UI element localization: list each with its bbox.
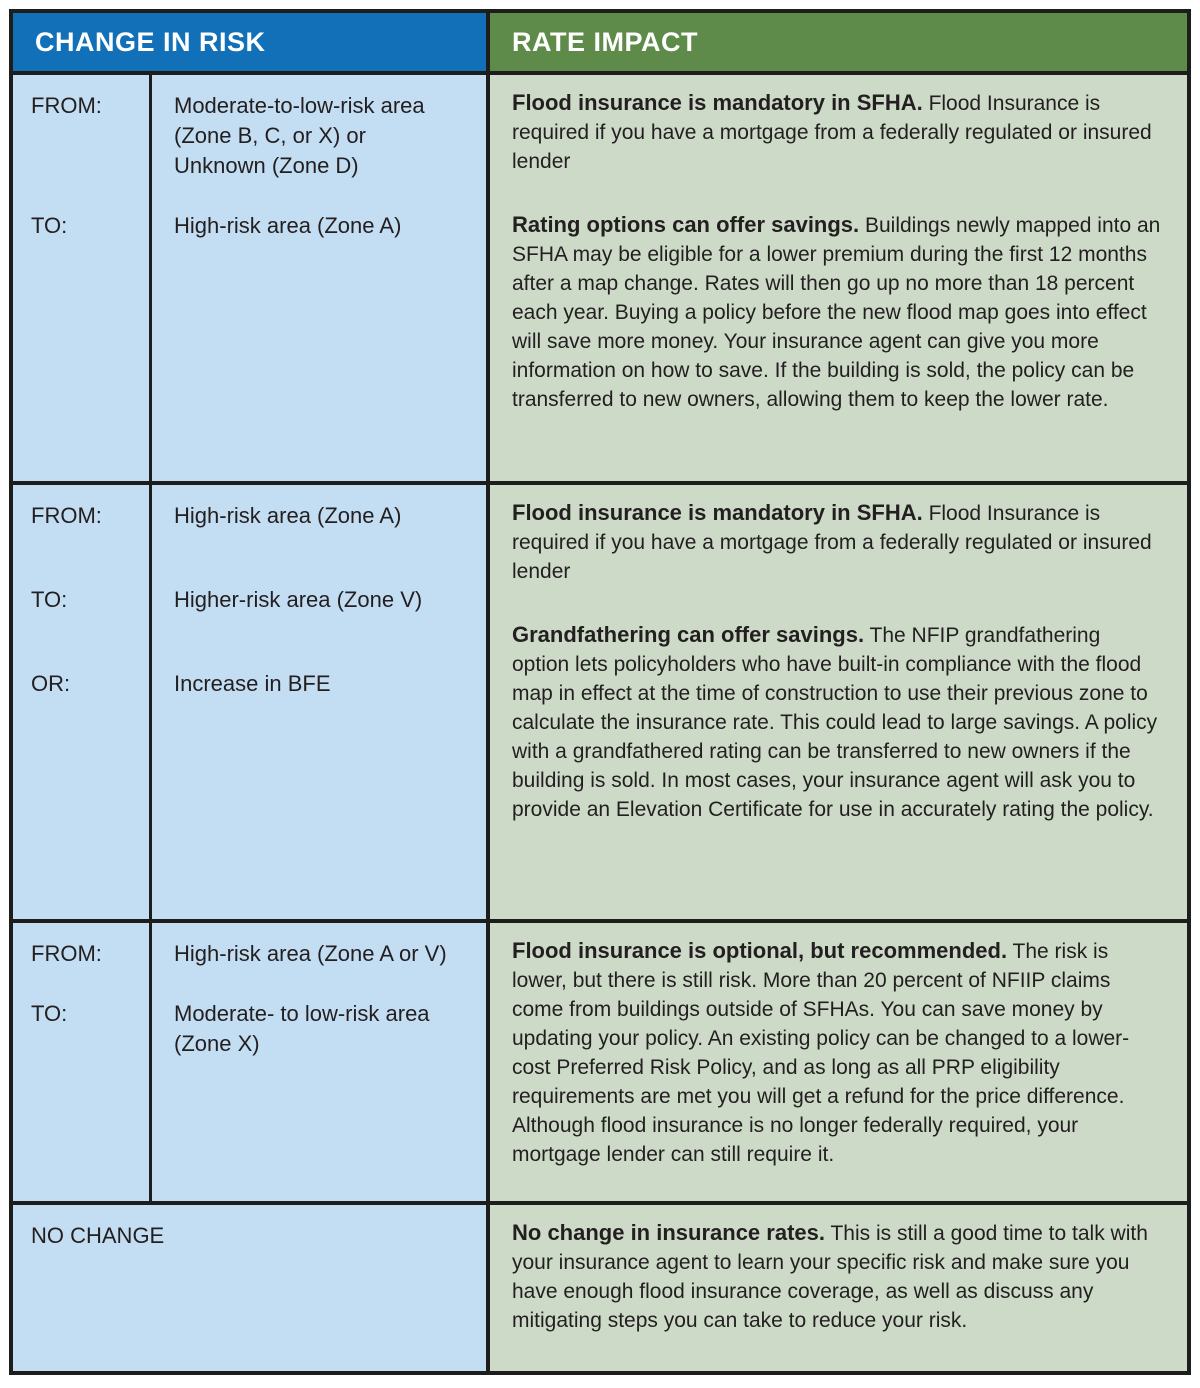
table-row (13, 71, 1187, 481)
rate-impact-paragraph (512, 210, 1163, 414)
rate-impact-body: The risk is lower, but there is still risk. More than 20 percent of NFIIP claims come from buildings outside of SFHAs. You can save money by updating your policy. An existing policy can be changed to a lower-cost Preferred Risk Policy, and as long as all PRP eligibility requirements are met you will get a refund for the price difference. Although flood insurance is no longer federally required, your mortgage lender can still require it. (512, 940, 1130, 1166)
risk-change-entry (13, 669, 486, 699)
rate-impact-headline: Rating options can offer savings. (512, 212, 860, 237)
risk-change-description: High-risk area (Zone A) (174, 503, 402, 528)
table-row (13, 1201, 1187, 1371)
rate-impact-headline: Flood insurance is mandatory in SFHA. (512, 500, 923, 525)
change-in-risk-cell (13, 485, 486, 919)
risk-change-entry (13, 501, 486, 531)
column-header-rate-impact: RATE IMPACT (486, 13, 1187, 71)
risk-change-entry (13, 999, 486, 1059)
risk-change-description: Moderate-to-low-risk area (Zone B, C, or X) or Unknown (Zone D) (174, 93, 425, 178)
risk-change-description: Moderate- to low-risk area (Zone X) (174, 1001, 430, 1056)
risk-rate-table (9, 9, 1191, 1375)
risk-change-description: High-risk area (Zone A or V) (174, 941, 447, 966)
rate-impact-body: Flood Insurance is required if you have a mortgage from a federally regulated or insured lender (512, 92, 1152, 173)
change-in-risk-cell (13, 75, 486, 481)
rate-impact-headline: No change in insurance rates. (512, 1220, 825, 1245)
risk-change-label: TO: (31, 587, 68, 612)
risk-change-label: OR: (31, 671, 71, 696)
table-header-row (13, 13, 1187, 71)
rate-impact-cell (486, 75, 1187, 481)
rate-impact-body: The NFIP grandfathering option lets policyholders who have built-in compliance with the flood map in effect at the time of construction to use their previous zone to calculate the insurance rate. This could lead to large savings. A policy with a grandfathered rating can be transferred to new owners if the building is sold. In most cases, your insurance agent will ask you to provide an Elevation Certificate for use in accurately rating the policy. (512, 624, 1158, 821)
risk-change-entry (13, 585, 486, 615)
risk-change-entry (13, 939, 486, 969)
risk-change-label: TO: (31, 1001, 68, 1026)
rate-impact-body: Flood Insurance is required if you have a mortgage from a federally regulated or insured lender (512, 502, 1152, 583)
risk-change-label: TO: (31, 213, 68, 238)
rate-impact-headline: Flood insurance is mandatory in SFHA. (512, 90, 923, 115)
rate-impact-paragraph (512, 936, 1163, 1169)
column-header-change-in-risk: CHANGE IN RISK (13, 13, 486, 71)
risk-change-entry (13, 211, 486, 241)
rate-impact-cell (486, 485, 1187, 919)
rate-impact-paragraph (512, 1218, 1163, 1335)
risk-change-description: Increase in BFE (174, 671, 331, 696)
change-in-risk-cell (13, 1205, 486, 1371)
no-change-label: NO CHANGE (31, 1223, 165, 1248)
rate-impact-paragraph (512, 498, 1163, 586)
rate-impact-paragraph (512, 88, 1163, 176)
change-in-risk-cell (13, 923, 486, 1201)
rate-impact-body: This is still a good time to talk with your insurance agent to learn your specific risk and make sure you have enough flood insurance coverage, as well as discuss any mitigating steps you can take to reduce your risk. (512, 1222, 1148, 1332)
risk-change-label: FROM: (31, 93, 102, 118)
rate-impact-paragraph (512, 620, 1163, 824)
table-row (13, 919, 1187, 1201)
risk-change-label: FROM: (31, 503, 102, 528)
rate-impact-headline: Grandfathering can offer savings. (512, 622, 865, 647)
risk-change-description: Higher-risk area (Zone V) (174, 587, 423, 612)
rate-impact-body: Buildings newly mapped into an SFHA may be eligible for a lower premium during the first 12 months after a map change. Rates will then go up no more than 18 percent each year. Buying a policy before the new flood map goes into effect will save more money. Your insurance agent can give you more information on how to save. If the building is sold, the policy can be transferred to new owners, allowing them to keep the lower rate. (512, 214, 1161, 411)
table-row (13, 481, 1187, 919)
rate-impact-headline: Flood insurance is optional, but recommended. (512, 938, 1008, 963)
risk-change-entry (13, 91, 486, 181)
risk-change-description: High-risk area (Zone A) (174, 213, 402, 238)
rate-impact-cell (486, 1205, 1187, 1371)
risk-change-label: FROM: (31, 941, 102, 966)
rate-impact-cell (486, 923, 1187, 1201)
